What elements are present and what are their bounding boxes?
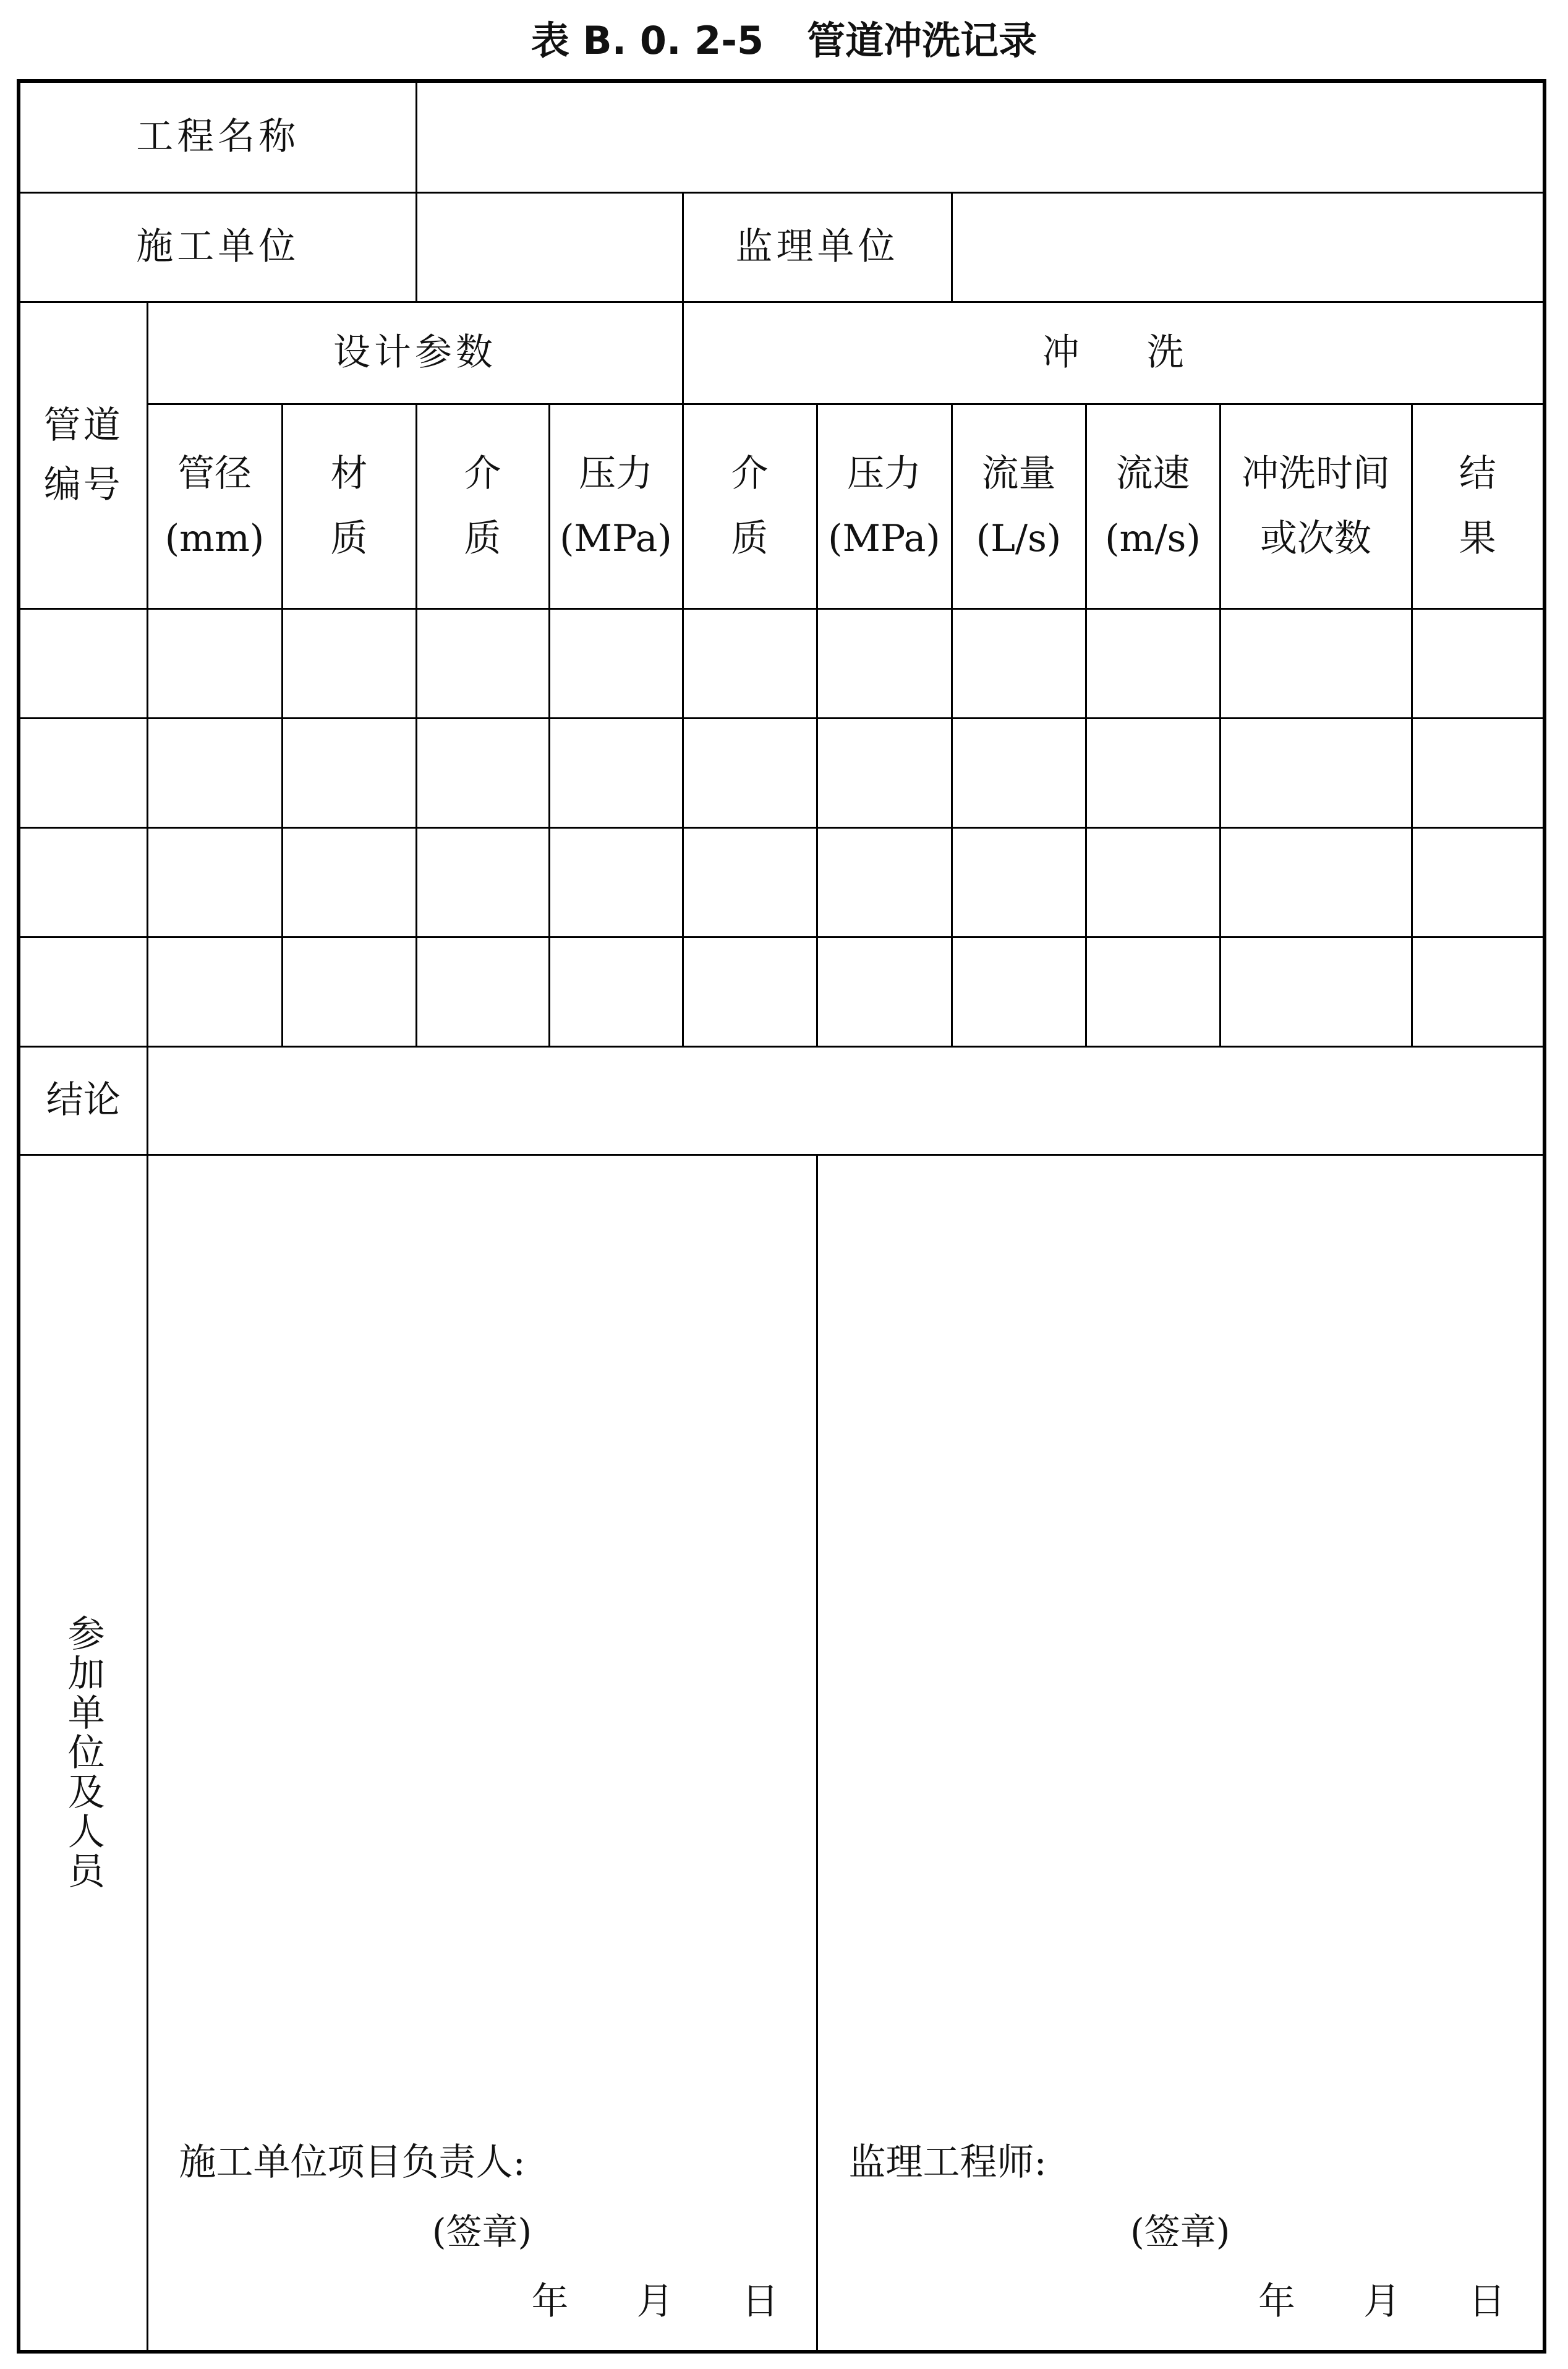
col-result: 结 果 [1412,404,1543,608]
col-flush-medium: 介 质 [683,404,817,608]
supervision-date: 年 月 日 [1258,2280,1506,2323]
table-row [20,718,1543,827]
form-frame [17,79,1546,2354]
col-design-material: 材 质 [282,404,416,608]
flushing-record-table [20,83,1543,2350]
data-cell[interactable] [416,608,549,718]
data-cell[interactable] [1220,718,1412,827]
data-cell[interactable] [20,718,147,827]
data-cell[interactable] [147,608,282,718]
pipe-no-header: 管道编号 [20,302,147,608]
construction-stamp-label: (签章) [432,2210,532,2253]
col-flow-rate: 流量 (L/s) [952,404,1086,608]
data-cell[interactable] [549,937,683,1046]
data-cell[interactable] [817,718,952,827]
design-params-header: 设计参数 [147,302,683,404]
data-cell[interactable] [1220,608,1412,718]
data-cell[interactable] [549,827,683,937]
data-cell[interactable] [952,608,1086,718]
data-cell[interactable] [1086,608,1220,718]
construction-unit-field[interactable] [416,192,683,302]
table-name: 管道冲洗记录 [807,17,1038,63]
supervision-unit-field[interactable] [952,192,1543,302]
conclusion-label: 结论 [20,1046,147,1155]
data-cell[interactable] [817,827,952,937]
data-cell[interactable] [817,608,952,718]
supervision-signature-cell[interactable] [817,1155,1543,2350]
col-flush-time: 冲洗时间 或次数 [1220,404,1412,608]
data-cell[interactable] [416,937,549,1046]
data-cell[interactable] [1412,937,1543,1046]
data-cell[interactable] [1220,827,1412,937]
document-title [0,0,1568,74]
construction-date: 年 月 日 [531,2280,779,2323]
construction-signature-cell[interactable] [147,1155,817,2350]
table-code: 表 B. 0. 2-5 [530,17,764,63]
data-cell[interactable] [282,608,416,718]
data-cell[interactable] [282,718,416,827]
project-name-field[interactable] [416,83,1543,192]
data-cell[interactable] [952,718,1086,827]
construction-unit-label: 施工单位 [20,192,416,302]
data-cell[interactable] [683,608,817,718]
table-row [20,827,1543,937]
data-cell[interactable] [549,608,683,718]
supervision-unit-label: 监理单位 [683,192,952,302]
data-cell[interactable] [1412,608,1543,718]
data-cell[interactable] [1086,937,1220,1046]
data-cell[interactable] [147,827,282,937]
data-cell[interactable] [282,937,416,1046]
col-pipe-diameter: 管径 (mm) [147,404,282,608]
data-cell[interactable] [416,718,549,827]
data-cell[interactable] [1412,827,1543,937]
flush-header: 冲 洗 [683,302,1543,404]
data-cell[interactable] [416,827,549,937]
supervision-engineer-label: 监理工程师: [848,2141,1047,2184]
conclusion-field[interactable] [147,1046,1543,1155]
data-cell[interactable] [683,937,817,1046]
col-flush-pressure: 压力 (MPa) [817,404,952,608]
data-cell[interactable] [147,718,282,827]
data-cell[interactable] [683,827,817,937]
data-cell[interactable] [20,827,147,937]
col-design-pressure: 压力 (MPa) [549,404,683,608]
data-cell[interactable] [1220,937,1412,1046]
data-cell[interactable] [1412,718,1543,827]
data-cell[interactable] [282,827,416,937]
data-cell[interactable] [1086,827,1220,937]
data-cell[interactable] [147,937,282,1046]
construction-leader-label: 施工单位项目负责人: [179,2141,526,2184]
data-cell[interactable] [683,718,817,827]
data-cell[interactable] [549,718,683,827]
table-row [20,937,1543,1046]
data-cell[interactable] [952,827,1086,937]
data-cell[interactable] [1086,718,1220,827]
project-name-label: 工程名称 [20,83,416,192]
supervision-stamp-label: (签章) [1130,2210,1230,2253]
col-flow-velocity: 流速 (m/s) [1086,404,1220,608]
table-row [20,608,1543,718]
data-cell[interactable] [20,937,147,1046]
data-cell[interactable] [20,608,147,718]
participants-label: 参加单位及人员 [20,1155,147,2350]
data-cell[interactable] [952,937,1086,1046]
col-design-medium: 介 质 [416,404,549,608]
data-cell[interactable] [817,937,952,1046]
